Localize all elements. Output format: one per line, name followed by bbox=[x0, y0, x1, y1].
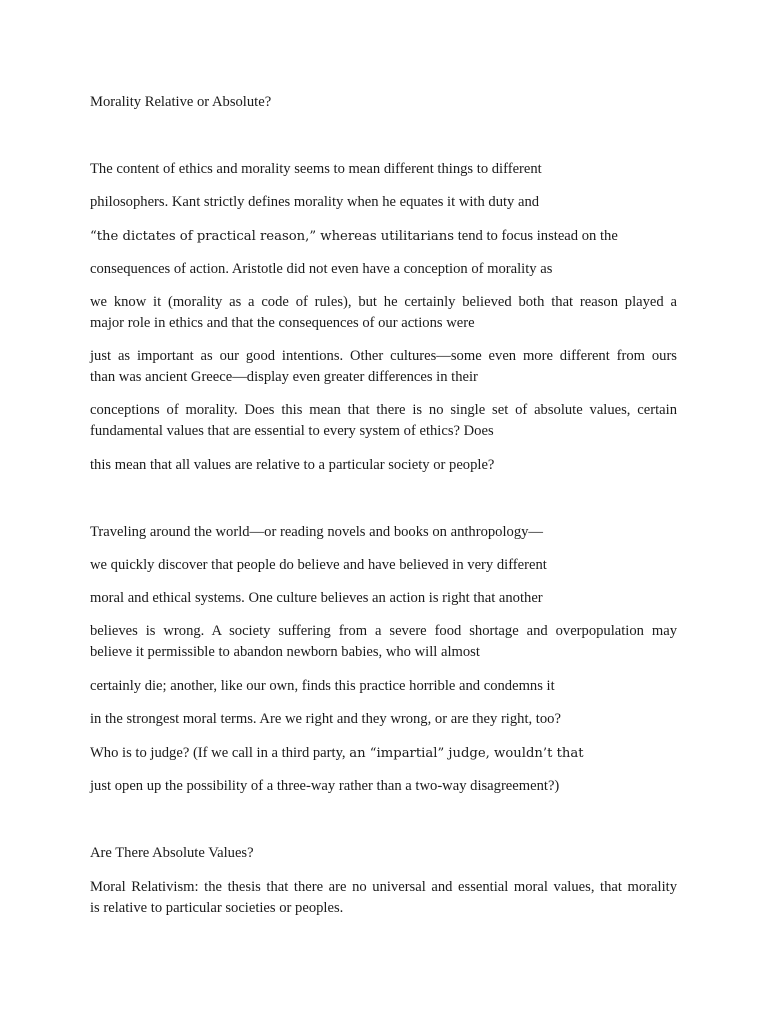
paragraph-line: we know it (morality as a code of rules), but he certainly believed both that reason played a bbox=[90, 294, 677, 310]
paragraph-line: Moral Relativism: the thesis that there are no universal and essential moral values, that morality bbox=[90, 879, 677, 895]
paragraph-line: certainly die; another, like our own, finds this practice horrible and condemns it bbox=[90, 678, 555, 694]
quoted-phrase: an “impartial” judge, wouldn’t that bbox=[349, 746, 584, 761]
paragraph-line: just open up the possibility of a three-way rather than a two-way disagreement?) bbox=[90, 778, 560, 794]
quoted-phrase: “the dictates of practical reason,” whereas utilitarians bbox=[90, 229, 455, 244]
paragraph-line: this mean that all values are relative to a particular society or people? bbox=[90, 457, 495, 473]
paragraph-line: we quickly discover that people do believe and have believed in very different bbox=[90, 557, 547, 573]
paragraph-line: philosophers. Kant strictly defines morality when he equates it with duty and bbox=[90, 194, 540, 210]
paragraph-line: believes is wrong. A society suffering from a severe food shortage and overpopulation may bbox=[90, 623, 677, 639]
line-text: tend to focus instead on the bbox=[454, 228, 618, 244]
paragraph-line bbox=[90, 742, 677, 765]
paragraph-line: is relative to particular societies or peoples. bbox=[90, 900, 344, 916]
paragraph-line: fundamental values that are essential to every system of ethics? Does bbox=[90, 423, 494, 439]
paragraph-line: conceptions of morality. Does this mean that there is no single set of absolute values, certain bbox=[90, 402, 677, 418]
paragraph-line: major role in ethics and that the consequences of our actions were bbox=[90, 315, 475, 331]
paragraph-line: than was ancient Greece—display even greater differences in their bbox=[90, 369, 478, 385]
paragraph-line: just as important as our good intentions. Other cultures—some even more different from ours bbox=[90, 348, 677, 364]
paragraph-line: Traveling around the world—or reading novels and books on anthropology— bbox=[90, 524, 544, 540]
paragraph-line: consequences of action. Aristotle did not even have a conception of morality as bbox=[90, 261, 553, 277]
document-title: Morality Relative or Absolute? bbox=[90, 94, 272, 110]
line-text: Who is to judge? (If we call in a third party, bbox=[90, 745, 350, 761]
section-heading: Are There Absolute Values? bbox=[90, 845, 254, 861]
paragraph-line: moral and ethical systems. One culture believes an action is right that another bbox=[90, 590, 543, 606]
paragraph-line: The content of ethics and morality seems to mean different things to different bbox=[90, 161, 542, 177]
paragraph-line: believe it permissible to abandon newborn babies, who will almost bbox=[90, 644, 480, 660]
paragraph-line: in the strongest moral terms. Are we right and they wrong, or are they right, too? bbox=[90, 711, 561, 727]
paragraph-line bbox=[90, 225, 677, 248]
